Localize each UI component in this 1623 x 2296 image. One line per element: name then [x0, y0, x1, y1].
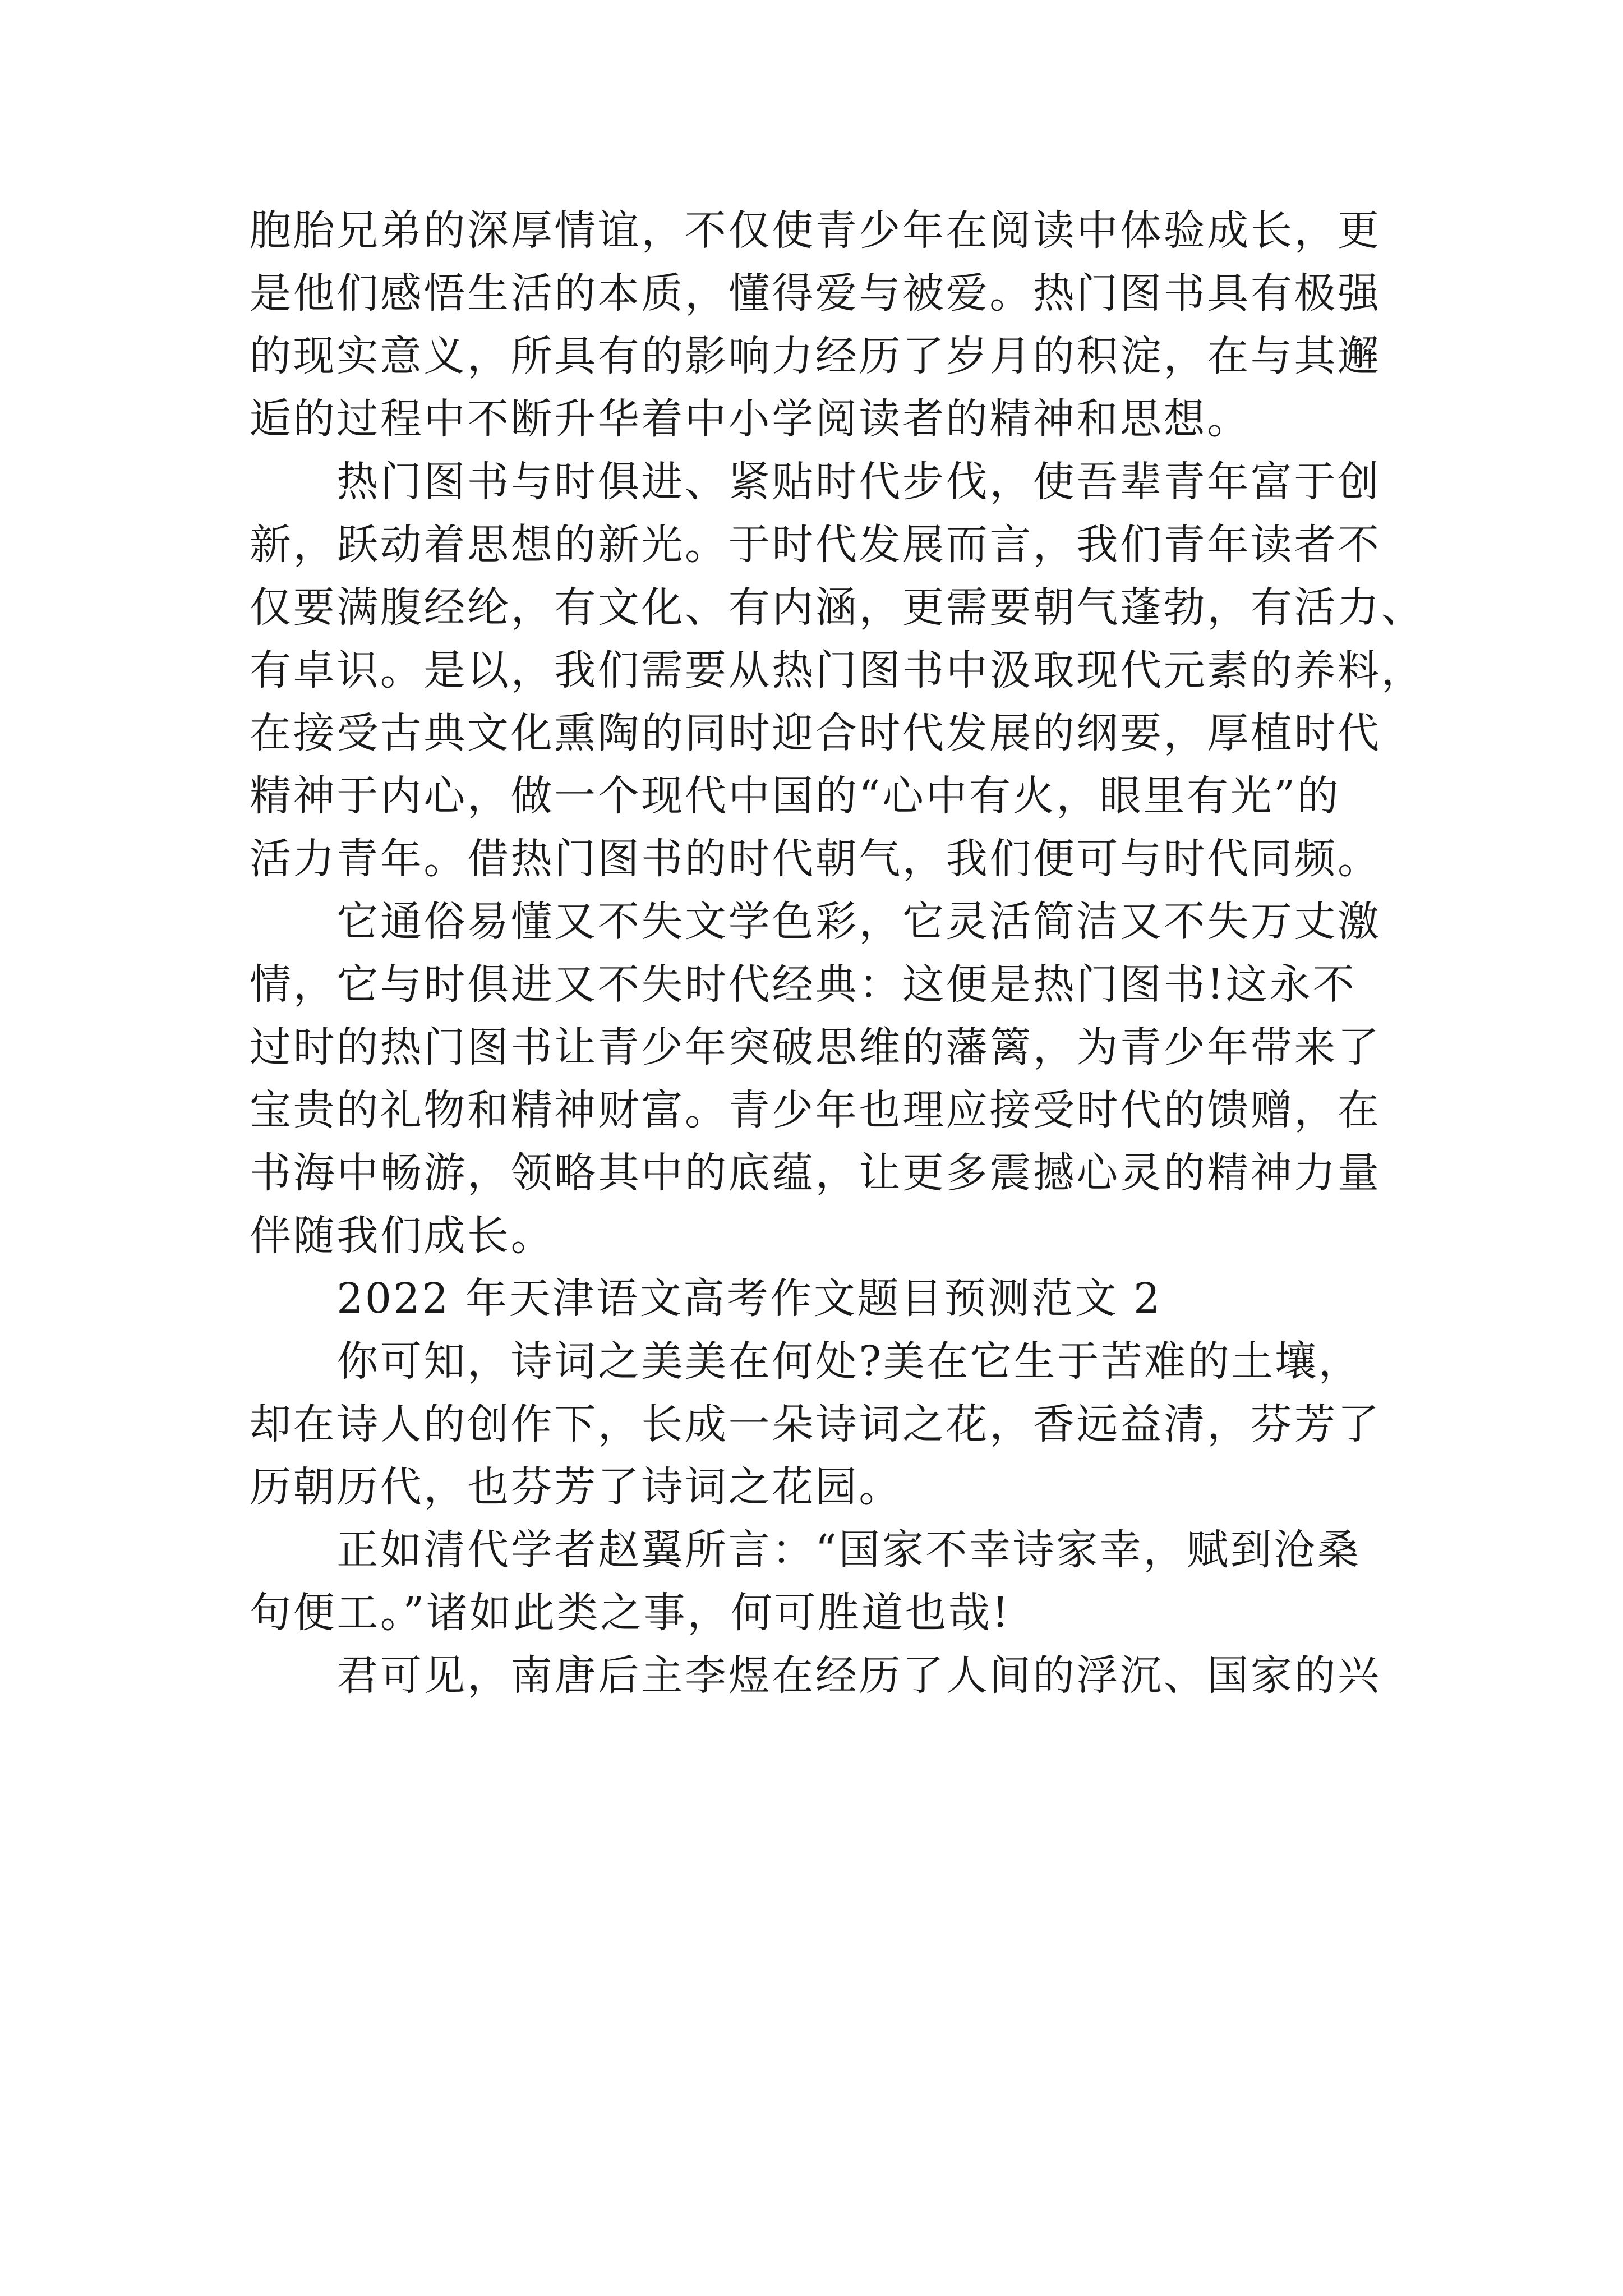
text-line: 过时的热门图书让青少年突破思维的藩篱，为青少年带来了 — [250, 1023, 1381, 1071]
paragraph — [250, 890, 1388, 1267]
text-line: 正如清代学者赵翼所言：“国家不幸诗家幸，赋到沧桑 — [250, 1526, 1361, 1574]
heading-line: 2022 年天津语文高考作文题目预测范文 2 — [250, 1274, 1162, 1323]
body-text — [250, 199, 1425, 1707]
section-heading — [250, 1267, 1388, 1330]
text-line: 在接受古典文化熏陶的同时迎合时代发展的纲要，厚植时代 — [250, 709, 1381, 757]
text-line: 的现实意义，所具有的影响力经历了岁月的积淀，在与其邂 — [250, 332, 1381, 380]
text-line: 活力青年。借热门图书的时代朝气，我们便可与时代同频。 — [250, 835, 1381, 883]
text-line: 情，它与时俱进又不失时代经典：这便是热门图书!这永不 — [250, 960, 1357, 1009]
text-line: 新，跃动着思想的新光。于时代发展而言，我们青年读者不 — [250, 521, 1381, 569]
text-line: 却在诗人的创作下，长成一朵诗词之花，香远益清，芬芳了 — [250, 1400, 1381, 1448]
paragraph — [250, 450, 1425, 890]
paragraph — [250, 1644, 1388, 1707]
text-line: 伴随我们成长。 — [250, 1212, 555, 1260]
paragraph — [250, 1519, 1388, 1644]
text-line: 君可见，南唐后主李煜在经历了人间的浮沉、国家的兴 — [250, 1651, 1381, 1700]
paragraph — [250, 1330, 1388, 1519]
text-line: 胞胎兄弟的深厚情谊，不仅使青少年在阅读中体验成长，更 — [250, 206, 1381, 255]
text-line: 你可知，诗词之美美在何处?美在它生于苦难的土壤， — [250, 1337, 1362, 1386]
text-line: 它通俗易懂又不失文学色彩，它灵活简洁又不失万丈激 — [250, 898, 1381, 946]
text-line: 热门图书与时俱进、紧贴时代步伐，使吾辈青年富于创 — [250, 458, 1381, 506]
text-line: 是他们感悟生活的本质，懂得爱与被爱。热门图书具有极强 — [250, 269, 1381, 318]
text-line: 句便工。”诸如此类之事，何可胜道也哉! — [250, 1589, 1011, 1637]
text-line: 精神于内心，做一个现代中国的“心中有火，眼里有光”的 — [250, 772, 1341, 820]
text-line: 书海中畅游，领略其中的底蕴，让更多震撼心灵的精神力量 — [250, 1149, 1381, 1197]
text-line: 仅要满腹经纶，有文化、有内涵，更需要朝气蓬勃，有活力、 — [250, 583, 1425, 632]
text-line: 宝贵的礼物和精神财富。青少年也理应接受时代的馈赠，在 — [250, 1086, 1381, 1134]
paragraph — [250, 199, 1388, 450]
text-line: 逅的过程中不断升华着中小学阅读者的精神和思想。 — [250, 395, 1251, 443]
text-line: 有卓识。是以，我们需要从热门图书中汲取现代元素的养料， — [250, 646, 1425, 694]
text-line: 历朝历代，也芬芳了诗词之花园。 — [250, 1463, 902, 1511]
